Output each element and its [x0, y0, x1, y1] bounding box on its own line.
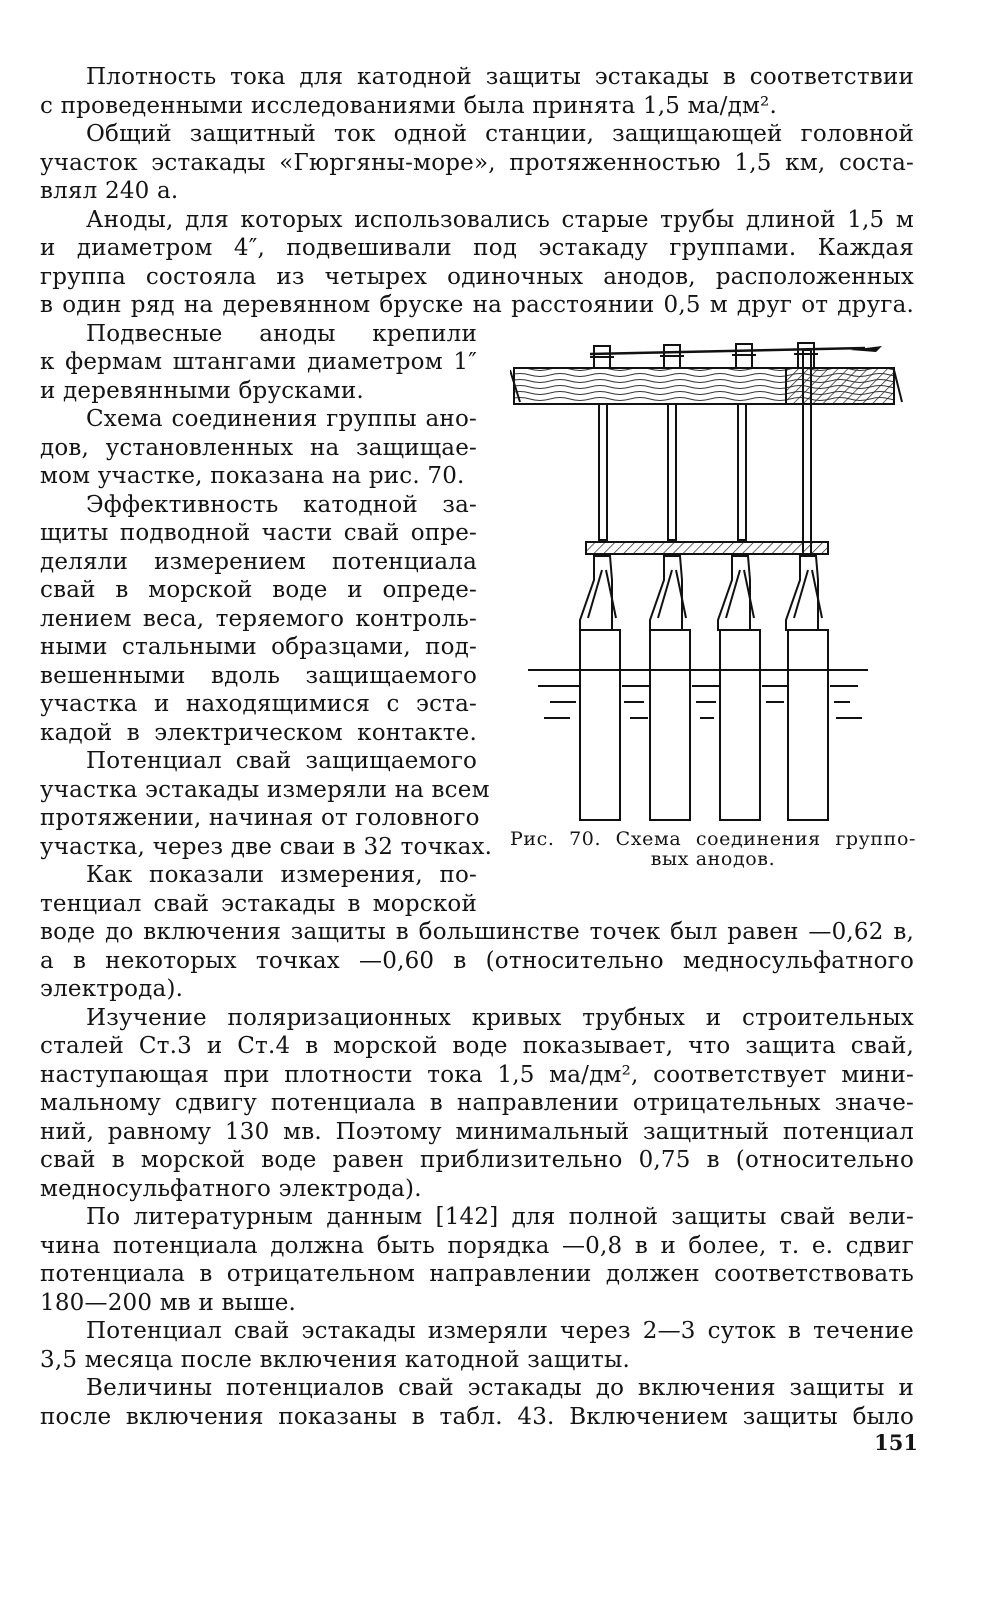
text-line: ными стальными образцами, под- — [40, 634, 477, 660]
text-line: в один ряд на деревянном бруске на расстоянии 0,5 м друг от друга. — [40, 292, 914, 318]
text-line: Подвесные аноды крепили — [86, 321, 477, 347]
text-line: к фермам штангами диаметром 1″ — [40, 349, 477, 375]
text-line: после включения показаны в табл. 43. Включением защиты было — [40, 1404, 914, 1430]
text-line: участка, через две сваи в 32 точках. — [40, 834, 493, 860]
text-line: Плотность тока для катодной защиты эстакады в соответствии — [86, 64, 914, 90]
text-line: вешенными вдоль защищаемого — [40, 663, 477, 689]
text-line: участка и находящимися с эста- — [40, 691, 477, 717]
text-line: мом участке, показана на рис. 70. — [40, 463, 465, 489]
text-line: и деревянными брусками. — [40, 378, 364, 404]
text-line: группа состояла из четырех одиночных анодов, расположенных — [40, 264, 914, 290]
figure-caption: вых анодов. — [650, 848, 776, 870]
text-line: Потенциал свай эстакады измеряли через 2—3 суток в течение — [86, 1318, 914, 1344]
anode-group-diagram — [510, 330, 920, 825]
bolt-icon — [732, 344, 756, 368]
anode-tubes — [580, 556, 828, 820]
text-line: деляли измерением потенциала — [40, 549, 477, 575]
text-line: Эффективность катодной за- — [86, 492, 477, 518]
text-line: участок эстакады «Гюргяны-море», протяженностью 1,5 км, соста- — [40, 150, 914, 176]
connecting-cable — [590, 348, 865, 354]
text-line: лением веса, теряемого контроль- — [40, 606, 477, 632]
text-line: Изучение поляризационных кривых трубных и строительных — [86, 1005, 914, 1031]
text-line: Схема соединения группы ано- — [86, 406, 477, 432]
text-line: щиты подводной части свай опре- — [40, 520, 477, 546]
text-line: влял 240 а. — [40, 178, 179, 204]
text-line: Потенциал свай защищаемого — [86, 748, 477, 774]
text-line: 3,5 месяца после включения катодной защиты. — [40, 1347, 630, 1373]
text-line: воде до включения защиты в большинстве точек был равен —0,62 в, — [40, 919, 914, 945]
text-line: потенциала в отрицательном направлении должен соответствовать — [40, 1261, 914, 1287]
bolt-icon — [660, 345, 684, 368]
text-line: мальному сдвигу потенциала в направлении отрицательных значе- — [40, 1090, 914, 1116]
page-number: 151 — [874, 1430, 918, 1455]
text-line: участка эстакады измеряли на всем — [40, 777, 490, 803]
text-line: протяжении, начиная от головного — [40, 805, 480, 831]
text-line: электрода). — [40, 976, 184, 1002]
text-line: с проведенными исследованиями была принята 1,5 ма/дм². — [40, 93, 777, 119]
figure-caption: Рис. 70. Схема соединения группо- — [510, 828, 916, 850]
text-line: По литературным данным [142] для полной защиты свай вели- — [86, 1204, 914, 1230]
text-line: Как показали измерения, по- — [86, 862, 477, 888]
text-line: 180—200 мв и выше. — [40, 1290, 297, 1316]
bolt-icon — [590, 346, 614, 368]
lower-wooden-bar — [586, 542, 828, 554]
text-line: чина потенциала должна быть порядка —0,8 в и более, т. е. сдвиг — [40, 1233, 914, 1259]
text-line: Общий защитный ток одной станции, защищающей головной — [86, 121, 914, 147]
text-line: а в некоторых точках —0,60 в (относительно медносульфатного — [40, 948, 914, 974]
text-line: тенциал свай эстакады в морской — [40, 891, 477, 917]
text-line: свай в морской воде равен приблизительно 0,75 в (относительно — [40, 1147, 914, 1173]
text-line: Аноды, для которых использовались старые трубы длиной 1,5 м — [86, 207, 914, 233]
text-line: дов, установленных на защищае- — [40, 435, 477, 461]
text-line: и диаметром 4″, подвешивали под эстакаду группами. Каждая — [40, 235, 914, 261]
text-line: медносульфатного электрода). — [40, 1176, 422, 1202]
text-line: кадой в электрическом контакте. — [40, 720, 477, 746]
text-line: свай в морской воде и опреде- — [40, 577, 477, 603]
text-line: ний, равному 130 мв. Поэтому минимальный защитный потенциал — [40, 1119, 914, 1145]
text-line: Величины потенциалов свай эстакады до включения защиты и — [86, 1375, 914, 1401]
text-line: наступающая при плотности тока 1,5 ма/дм², соответствует мини- — [40, 1062, 914, 1088]
bolt-icon — [794, 343, 818, 368]
text-line: сталей Ст.3 и Ст.4 в морской воде показывает, что защита свай, — [40, 1033, 914, 1059]
